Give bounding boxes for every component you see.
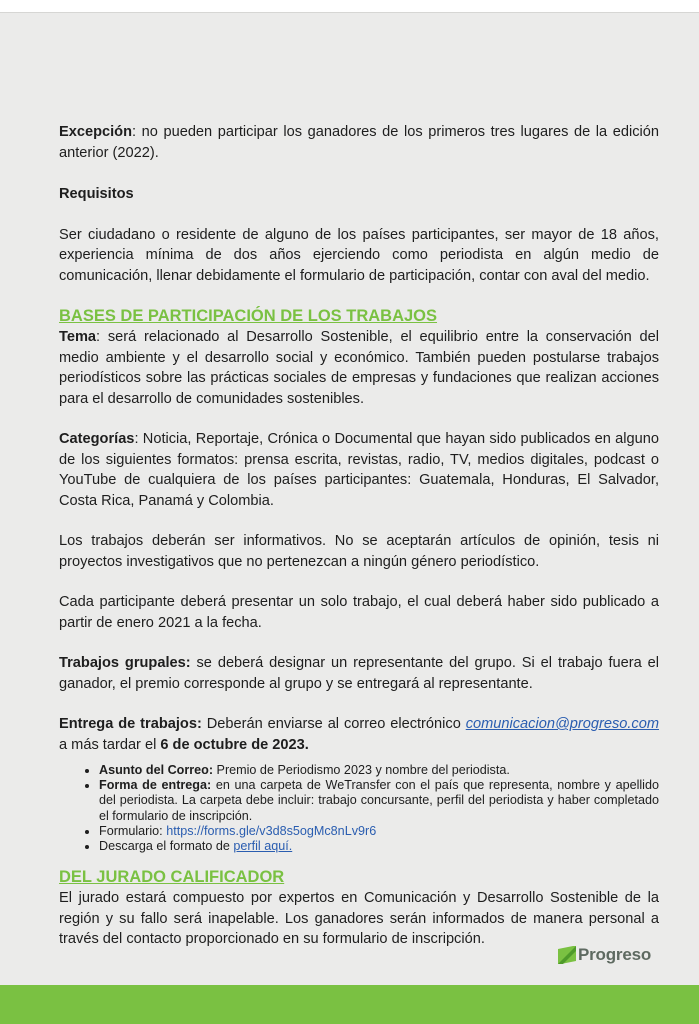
list-item	[99, 778, 659, 824]
tema-label: Tema	[59, 329, 97, 345]
categorias-paragraph	[59, 429, 659, 511]
list-item	[99, 839, 659, 854]
trabajos-grupales-paragraph	[59, 653, 659, 694]
requisitos-title-text: Requisitos	[59, 186, 134, 202]
requisitos-paragraph: Ser ciudadano o residente de alguno de los países participantes, ser mayor de 18 años, experiencia mínima de dos años ejerciendo como periodista en algún medio de comunicación, llenar debidamente el formulario de participación, contar con aval del medio.	[59, 226, 659, 284]
grupales-text: se deberá designar un representante del grupo. Si el trabajo fuera el ganador, el premio corresponde al grupo y se entregará al representante.	[59, 655, 659, 692]
formulario-label: Formulario:	[99, 823, 167, 838]
requisitos-title	[59, 184, 659, 205]
list-item	[99, 763, 659, 778]
jurado-heading: DEL JURADO CALIFICADOR	[59, 868, 285, 887]
formulario-link[interactable]: https://forms.gle/v3d8s5ogMc8nLv9r6	[166, 823, 377, 838]
document-body	[59, 122, 659, 950]
bottom-green-bar	[0, 985, 699, 1024]
descarga-text: Descarga el formato de	[99, 839, 234, 854]
jurado-paragraph: El jurado estará compuesto por expertos en Comunicación y Desarrollo Sostenible de la región y su fallo será inapelable. Los ganadores serán informados de manera personal a través del contacto proporcionado en su formulario de inscripción.	[59, 890, 659, 948]
excepcion-text: : no pueden participar los ganadores de los primeros tres lugares de la edición anterior (2022).	[59, 124, 659, 161]
grupales-label: Trabajos grupales:	[59, 655, 191, 671]
entrega-text: Deberán enviarse al correo electrónico	[201, 716, 466, 732]
excepcion-paragraph	[59, 122, 659, 163]
forma-text: en una carpeta de WeTransfer con el país que representa, nombre y apellido del periodista. La carpeta debe incluir: trabajo concursante, perfil del periodista y haber completado el formulario de inscripción.	[99, 778, 659, 823]
categorias-text: : Noticia, Reportaje, Crónica o Documental que hayan sido publicados en alguno de los siguientes formatos: prensa escrita, revistas, radio, TV, medios digitales, podcast o YouTube de cualquiera de los países participantes: Guatemala, Honduras, El Salvador, Costa Rica, Panamá y Colombia.	[59, 431, 659, 509]
asunto-label: Asunto del Correo:	[99, 763, 214, 777]
excepcion-label: Excepción	[59, 124, 132, 140]
entrega-paragraph	[59, 714, 659, 755]
asunto-text: Premio de Periodismo 2023 y nombre del periodista.	[213, 763, 510, 777]
tema-paragraph	[59, 327, 659, 409]
tema-text: : será relacionado al Desarrollo Sostenible, el equilibrio entre la conservación del medio ambiente y el desarrollo social y económico. También pueden postularse trabajos periodísticos sobre las prácticas sociales de empresas y fundaciones que realizan acciones para el desarrollo de comunidades sostenibles.	[59, 329, 659, 407]
entrega-text-2: a más tardar el	[59, 736, 161, 753]
perfil-link[interactable]: perfil aquí.	[233, 839, 293, 854]
progreso-leaf-logo-icon	[557, 945, 577, 965]
entrega-bullet-list	[81, 763, 659, 854]
categorias-label: Categorías	[59, 431, 135, 447]
logo-text: Progreso	[578, 945, 652, 964]
bases-heading: BASES DE PARTICIPACIÓN DE LOS TRABAJOS	[59, 307, 438, 325]
list-item	[99, 824, 659, 839]
cada-participante-paragraph: Cada participante deberá presentar un solo trabajo, el cual deberá haber sido publicado a partir de enero 2021 a la fecha.	[59, 594, 659, 631]
top-bar	[0, 0, 699, 13]
entrega-label: Entrega de trabajos:	[59, 716, 202, 732]
entrega-date: 6 de octubre de 2023.	[160, 736, 309, 753]
progreso-logo	[557, 945, 651, 965]
email-link[interactable]: comunicacion@progreso.com	[465, 716, 659, 732]
forma-label: Forma de entrega:	[99, 778, 212, 793]
informativos-paragraph: Los trabajos deberán ser informativos. No se aceptarán artículos de opinión, tesis ni proyectos investigativos que no pertenezcan a ningún género periodístico.	[59, 533, 659, 570]
